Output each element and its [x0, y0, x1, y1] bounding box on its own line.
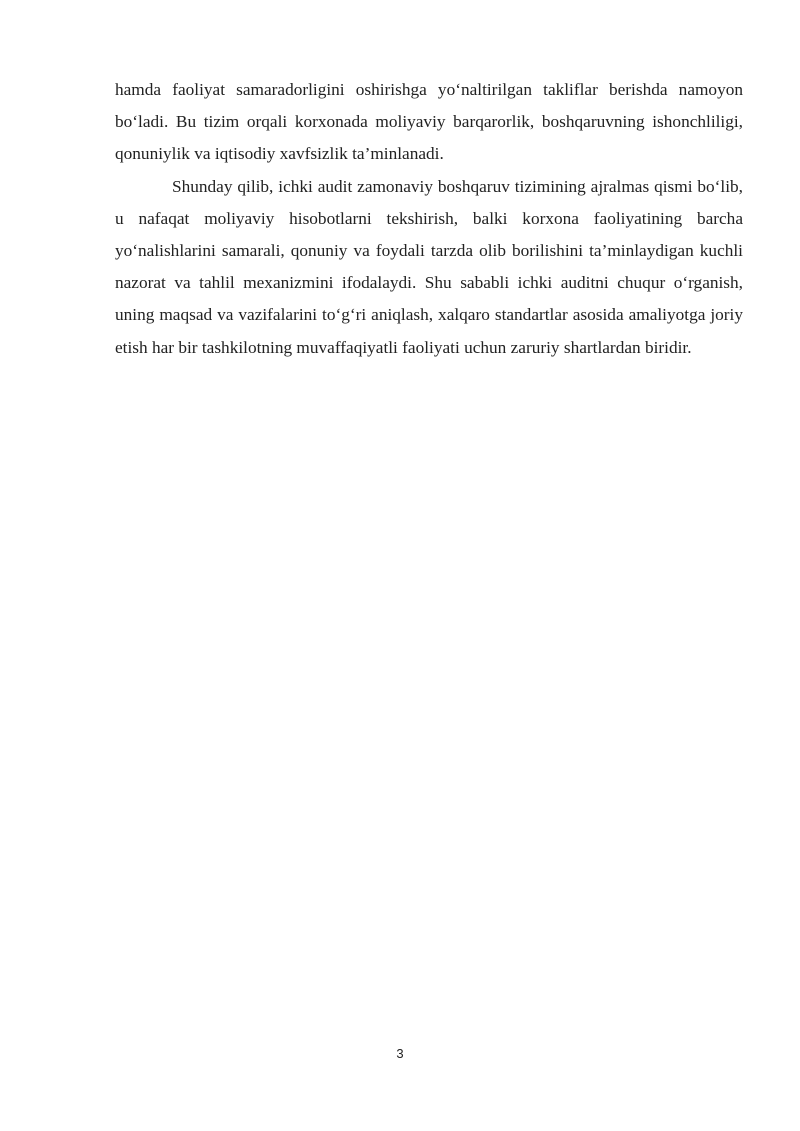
body-text [115, 74, 743, 364]
paragraph-conclusion: Shunday qilib, ichki audit zamonaviy boshqaruv tizimining ajralmas qismi bo‘lib, u nafaqat moliyaviy hisobotlarni tekshirish, balki korxona faoliyatining barcha yo‘nalishlarini samarali, qonuniy va foydali tarzda olib borilishini ta’minlaydigan kuchli nazorat va tahlil mexanizmini ifodalaydi. Shu sababli ichki auditni chuqur o‘rganish, uning maqsad va vazifalarini to‘g‘ri aniqlash, xalqaro standartlar asosida amaliyotga joriy etish har bir tashkilotning muvaffaqiyatli faoliyati uchun zaruriy shartlardan biridir. [115, 176, 743, 357]
paragraph-continuation: hamda faoliyat samaradorligini oshirishga yo‘naltirilgan takliflar berishda namoyon bo‘ladi. Bu tizim orqali korxonada moliyaviy barqarorlik, boshqaruvning ishonchliligi, qonuniylik va iqtisodiy xavfsizlik ta’minlanadi. [115, 80, 743, 164]
page-number: 3 [396, 1046, 404, 1061]
